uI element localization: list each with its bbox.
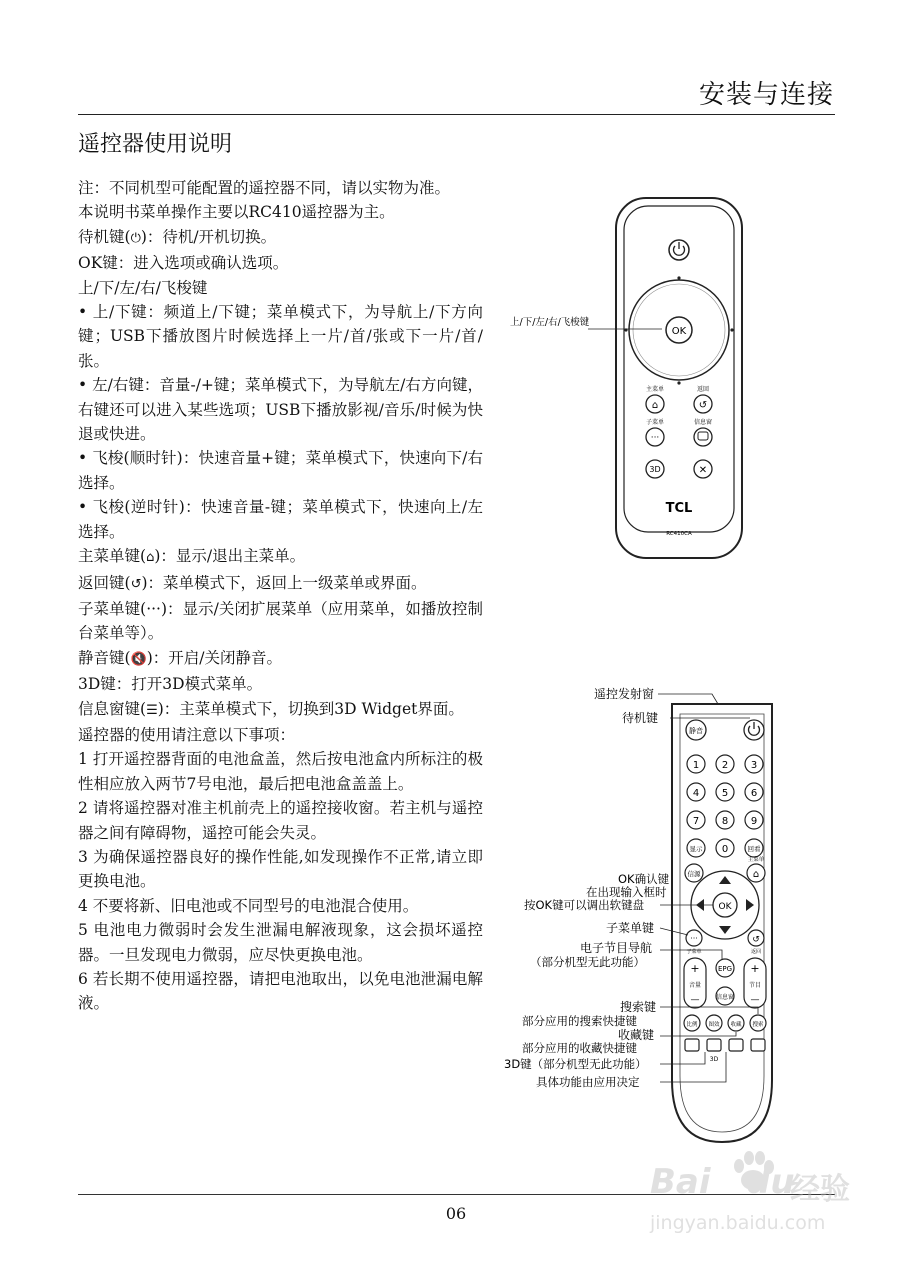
ir-callout-line — [658, 694, 718, 704]
home-paragraph — [78, 544, 483, 570]
home-icon: ⌂ — [146, 550, 155, 566]
ok-callout-2: 在出现输入框时 — [586, 885, 667, 899]
model-label: RC410CA — [666, 531, 692, 537]
info-paragraph — [78, 697, 483, 723]
baidu-jingyan-watermark — [650, 1150, 860, 1250]
app-defined-callout: 具体功能由应用决定 — [536, 1075, 640, 1089]
epg-callout-2: （部分机型无此功能） — [530, 955, 645, 969]
vol-minus: — — [690, 995, 700, 1005]
note-4: 4 不要将新、旧电池或不同型号的电池混合使用。 — [78, 896, 419, 915]
watermark-brand-2: du — [746, 1162, 795, 1202]
text: 信息窗键( — [78, 699, 147, 718]
instructions-text — [78, 176, 483, 1016]
nav-heading: 上/下/左/右/飞梭键 — [78, 278, 208, 297]
info-icon: ☰ — [146, 702, 158, 718]
color-key-1[interactable] — [685, 1039, 699, 1051]
back-icon: ↺ — [752, 935, 760, 945]
back-icon: ↺ — [698, 400, 708, 411]
digit-label: 4 — [692, 788, 700, 799]
full-remote-diagram — [500, 680, 790, 1180]
leftright-paragraph: • 左/右键：音量-/+键；菜单模式下，为导航左/右方向键，右键还可以进入某些选项；USB下播放影视/音乐/时候为快退或快进。 — [78, 376, 483, 444]
text: 返回键( — [78, 573, 131, 592]
favorite-callout-1: 收藏键 — [618, 1028, 655, 1042]
mute-icon: 🔇 — [130, 651, 147, 667]
picture-effect-label: 图效 — [708, 1022, 720, 1028]
ok-label: OK — [718, 902, 732, 912]
mute-label: 静音 — [689, 727, 703, 735]
text: )：待机/开机切换。 — [140, 227, 277, 246]
standby-key-label: 待机键 — [622, 711, 659, 725]
favorite-label: 收藏 — [730, 1022, 742, 1028]
recall-label: 回看 — [747, 845, 761, 853]
digit-label: 9 — [750, 816, 758, 827]
submenu-small-label: 子菜单 — [686, 949, 702, 955]
home-key-label: 主菜单 — [747, 857, 765, 863]
info-label: 信息窗 — [715, 994, 735, 1001]
search-callout-1: 搜索键 — [620, 1000, 657, 1014]
watermark-jingyan: 经验 — [790, 1172, 850, 1207]
epg-callout-1: 电子节目导航 — [580, 941, 653, 955]
ok-label: OK — [671, 326, 687, 337]
text: )：显示/退出主菜单。 — [154, 547, 306, 566]
3d-callout: 3D键（部分机型无此功能） — [504, 1057, 647, 1071]
header-divider — [78, 114, 835, 115]
brand-logo: TCL — [665, 501, 693, 516]
digit-label: 6 — [750, 788, 758, 799]
nav-callout-label: 上/下/左/右/飞梭键 — [510, 317, 590, 328]
note-6: 6 若长期不使用遥控器，请把电池取出，以免电池泄漏电解液。 — [78, 970, 483, 1013]
watermark-brand: Bai — [650, 1162, 711, 1202]
text: 待机键( — [78, 227, 131, 246]
power-icon: ⏻ — [130, 230, 141, 246]
back-icon: ↺ — [130, 576, 142, 592]
digit-label: 0 — [721, 844, 729, 855]
color-key-2[interactable] — [707, 1039, 721, 1051]
display-label: 显示 — [689, 845, 703, 853]
model-paragraph: 本说明书菜单操作主要以RC410遥控器为主。 — [78, 203, 395, 222]
submenu-key-label: 子菜单 — [645, 419, 665, 426]
ch-plus: + — [750, 962, 760, 975]
rc410-remote-diagram — [500, 190, 760, 570]
source-label: 信源 — [687, 870, 701, 878]
text: 静音键( — [78, 648, 131, 667]
vol-plus: + — [690, 962, 700, 975]
digit-label: 1 — [692, 760, 700, 771]
ch-label: 节目 — [748, 982, 762, 989]
vol-label: 音量 — [688, 982, 702, 989]
submenu-callout: 子菜单键 — [606, 921, 655, 935]
digit-label: 5 — [721, 788, 729, 799]
note-paragraph: 注：不同机型可能配置的遥控器不同，请以实物为准。 — [78, 179, 451, 197]
chapter-title: 安装与连接 — [698, 80, 834, 110]
digit-label: 2 — [721, 760, 729, 771]
ratio-label: 比例 — [686, 1022, 698, 1028]
epg-label: EPG — [717, 965, 733, 973]
back-paragraph — [78, 571, 483, 597]
3d-label: 3D — [649, 465, 661, 474]
home-icon: ⌂ — [651, 400, 659, 411]
note-5: 5 电池电力微弱时会发生泄漏电解液现象，这会损坏遥控器。一旦发现电力微弱，应尽快更换电池。 — [78, 921, 483, 964]
watermark-url: jingyan.baidu.com — [650, 1212, 826, 1234]
back-key-label: 返回 — [696, 386, 710, 393]
ir-window-label: 遥控发射窗 — [594, 687, 655, 701]
mute-icon: ✕ — [698, 465, 708, 476]
text: )：主菜单模式下，切换到3D Widget界面。 — [157, 699, 464, 718]
digit-label: 7 — [692, 816, 700, 827]
search-callout-2: 部分应用的搜索快捷键 — [522, 1014, 637, 1028]
color-key-4[interactable] — [751, 1039, 765, 1051]
digit-label: 3 — [750, 760, 758, 771]
ch-minus: — — [750, 995, 760, 1005]
ok-paragraph: OK键：进入选项或确认选项。 — [78, 254, 289, 273]
search-label: 搜索 — [752, 1022, 764, 1028]
3d-paragraph: 3D键：打开3D模式菜单。 — [78, 675, 263, 694]
shuttle-ccw-paragraph: • 飞梭(逆时针)：快速音量-键；菜单模式下，快速向上/左选择。 — [78, 498, 483, 541]
dot-indicator — [677, 276, 680, 279]
section-title: 遥控器使用说明 — [78, 132, 233, 157]
color-key-3[interactable] — [729, 1039, 743, 1051]
dot-right — [730, 328, 733, 331]
text: 主菜单键( — [78, 547, 147, 566]
page-number: 06 — [445, 1204, 467, 1223]
favorite-callout-2: 部分应用的收藏快捷键 — [522, 1041, 637, 1055]
digit-label: 8 — [721, 816, 729, 827]
3d-key-label: 3D — [709, 1056, 719, 1063]
standby-paragraph — [78, 225, 483, 251]
submenu-icon: ··· — [650, 433, 660, 443]
dot-bottom — [677, 381, 680, 384]
info-button[interactable] — [694, 428, 712, 446]
submenu-paragraph: 子菜单键(···)：显示/关闭扩展菜单（应用菜单，如播放控制台菜单等）。 — [78, 599, 483, 643]
mute-paragraph — [78, 646, 483, 672]
text: )：菜单模式下，返回上一级菜单或界面。 — [141, 573, 427, 592]
shuttle-cw-paragraph: • 飞梭(顺时针)：快速音量+键；菜单模式下，快速向下/右选择。 — [78, 449, 483, 492]
ok-callout-3: 按OK键可以调出软键盘 — [524, 898, 645, 912]
back-small-label: 返回 — [750, 949, 762, 955]
home-icon: ⌂ — [752, 869, 760, 880]
updown-paragraph: • 上/下键：频道上/下键；菜单模式下，为导航上/下方向键；USB下播放图片时候选择上一片/首/张或下一片/首/张。 — [78, 303, 483, 370]
note-3: 3 为确保遥控器良好的操作性能,如发现操作不正常,请立即更换电池。 — [78, 847, 483, 891]
text: )：开启/关闭静音。 — [146, 648, 283, 667]
ok-callout-1: OK确认键 — [618, 872, 670, 886]
note-2: 2 请将遥控器对准主机前壳上的遥控接收窗。若主机与遥控器之间有障碍物，遥控可能会失灵。 — [78, 799, 483, 842]
notes-heading: 遥控器的使用请注意以下事项： — [78, 725, 296, 744]
note-1: 1 打开遥控器背面的电池盒盖，然后按电池盒内所标注的极性相应放入两节7号电池，最后把电池盒盖盖上。 — [78, 750, 483, 793]
info-key-label: 信息窗 — [693, 419, 713, 426]
home-key-label: 主菜单 — [645, 386, 665, 393]
submenu-icon: ··· — [690, 934, 698, 943]
